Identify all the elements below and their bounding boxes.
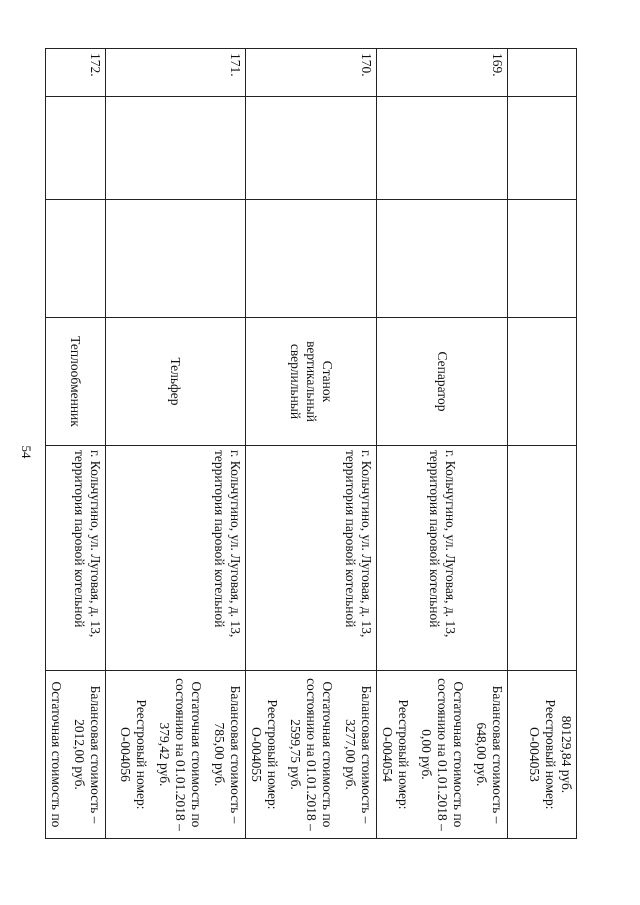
cell-empty bbox=[106, 97, 246, 200]
cell-name: Станок вертикальный сверлильный bbox=[246, 318, 377, 446]
residual-value: Остаточная стоимость по состоянию на 01.01.2018 – 0,00 руб. bbox=[419, 678, 466, 831]
cell-name: Тельфер bbox=[106, 318, 246, 446]
cell-empty bbox=[246, 97, 377, 200]
cell-num: 171. bbox=[106, 49, 246, 97]
cell-num: 169. bbox=[377, 49, 508, 97]
registry-number: Реестровый номер: О-004056 bbox=[118, 699, 149, 810]
page-number: 54 bbox=[19, 445, 34, 459]
balance-value: Балансовая стоимость – 3277,00 руб. bbox=[343, 685, 374, 824]
cell-empty bbox=[246, 200, 377, 318]
table-row-continuation bbox=[508, 49, 577, 839]
cell-address: г. Кольчугино, ул. Луговая, д. 13, территория паровой котельной bbox=[377, 446, 508, 671]
cell-empty bbox=[377, 97, 508, 200]
cell-num bbox=[508, 49, 577, 97]
cell-name bbox=[508, 318, 577, 446]
cell-empty bbox=[508, 200, 577, 318]
cost-line: 80129,84 руб. bbox=[559, 715, 574, 794]
balance-value: Балансовая стоимость – 785,00 руб. bbox=[212, 685, 243, 824]
cell-address: г. Кольчугино, ул. Луговая, д. 13, территория паровой котельной bbox=[246, 446, 377, 671]
cell-num: 172. bbox=[46, 49, 106, 97]
cell-cost bbox=[246, 671, 377, 839]
property-table bbox=[45, 48, 577, 839]
cell-address bbox=[508, 446, 577, 671]
cell-address: г. Кольчугино, ул. Луговая, д. 13, территория паровой котельной bbox=[46, 446, 106, 671]
residual-value: Остаточная стоимость по состоянию на 01.01.2018 – 2599,75 руб. bbox=[288, 678, 335, 831]
residual-value: Остаточная стоимость по состоянию на 01.01.2018 – 379,42 руб. bbox=[157, 678, 204, 831]
cell-name: Теплообменник bbox=[46, 318, 106, 446]
cell-empty bbox=[46, 97, 106, 200]
cell-cost bbox=[377, 671, 508, 839]
table-row bbox=[246, 49, 377, 839]
balance-value: Балансовая стоимость – 648,00 руб. bbox=[474, 685, 505, 824]
cell-empty bbox=[377, 200, 508, 318]
balance-value: Балансовая стоимость – 2012,00 руб. bbox=[72, 685, 103, 824]
table-row bbox=[106, 49, 246, 839]
cost-line: Реестровый номер: bbox=[543, 699, 558, 810]
rotated-table-wrapper bbox=[49, 48, 577, 838]
cell-cost bbox=[508, 671, 577, 839]
cell-num: 170. bbox=[246, 49, 377, 97]
cell-empty bbox=[46, 200, 106, 318]
cell-address: г. Кольчугино, ул. Луговая, д. 13, территория паровой котельной bbox=[106, 446, 246, 671]
cell-cost bbox=[46, 671, 106, 839]
residual-value: Остаточная стоимость по bbox=[49, 681, 64, 828]
cell-name: Сепаратор bbox=[377, 318, 508, 446]
cell-empty bbox=[106, 200, 246, 318]
cell-empty bbox=[508, 97, 577, 200]
cost-line: О-004053 bbox=[527, 727, 542, 782]
table-row bbox=[46, 49, 106, 839]
registry-number: Реестровый номер: О-004055 bbox=[249, 699, 280, 810]
table-row bbox=[377, 49, 508, 839]
registry-number: Реестровый номер: О-004054 bbox=[380, 699, 411, 810]
cell-cost bbox=[106, 671, 246, 839]
